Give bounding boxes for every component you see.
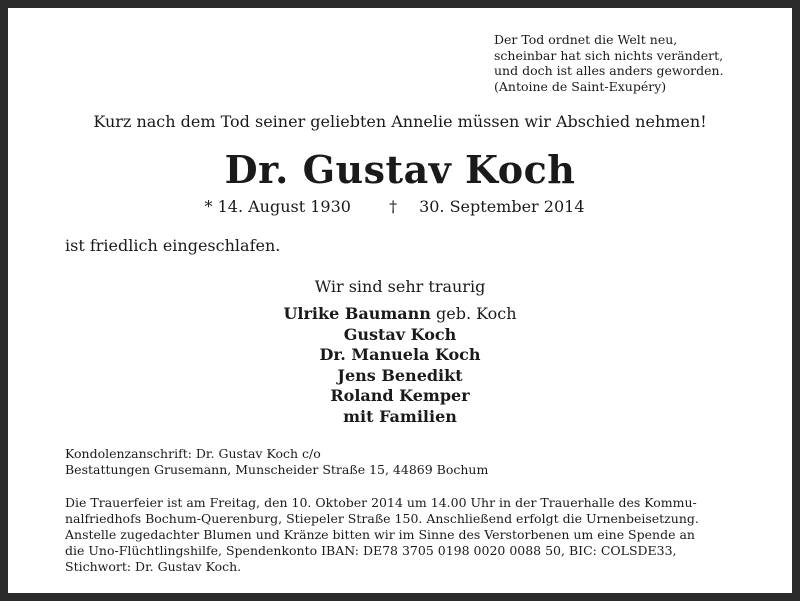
condolence-address <box>65 446 488 478</box>
quote-line: und doch ist alles anders geworden. <box>494 63 724 78</box>
life-dates <box>8 197 792 216</box>
epigraph-quote <box>494 32 754 94</box>
service-line: die Uno-Flüchtlingshilfe, Spendenkonto IBAN: DE78 3705 0198 0020 0088 50, BIC: COLSDE33, <box>65 543 677 558</box>
service-line: Anstelle zugedachter Blumen und Kränze bitten wir im Sinne des Verstorbenen um eine Spende an <box>65 527 695 542</box>
service-line: nalfriedhofs Bochum-Querenburg, Stiepeler Straße 150. Anschließend erfolgt die Urnenbeisetzung. <box>65 511 699 526</box>
service-line: Die Trauerfeier ist am Freitag, den 10. Oktober 2014 um 14.00 Uhr in der Trauerhalle des Kommu- <box>65 495 697 510</box>
passing-statement: ist friedlich eingeschlafen. <box>65 236 281 255</box>
death-date: 30. September 2014 <box>419 197 585 216</box>
mourner-entry <box>8 407 792 428</box>
mourner-name: Roland Kemper <box>330 386 470 405</box>
mourning-statement: Wir sind sehr traurig <box>314 277 486 296</box>
condolence-line: Kondolenzanschrift: Dr. Gustav Koch c/o <box>65 446 321 461</box>
funeral-service-info <box>65 495 745 575</box>
deceased-name: Dr. Gustav Koch <box>224 147 576 192</box>
mourner-entry <box>8 366 792 387</box>
mourner-name: Dr. Manuela Koch <box>319 345 481 364</box>
mourners-list <box>8 304 792 427</box>
quote-line: scheinbar hat sich nichts verändert, <box>494 47 724 63</box>
intro-text: Kurz nach dem Tod seiner geliebten Annelie müssen wir Abschied nehmen! <box>93 112 707 131</box>
quote-line: Der Tod ordnet die Welt neu, <box>494 32 678 47</box>
death-date-group <box>378 197 595 216</box>
mourner-entry <box>8 386 792 407</box>
mourner-entry <box>8 304 792 325</box>
mourner-name: Jens Benedikt <box>337 365 463 385</box>
mourner-maiden-name: geb. Koch <box>430 304 517 323</box>
mourner-entry <box>8 345 792 366</box>
mourner-families: mit Familien <box>343 406 457 426</box>
mourner-name: Ulrike Baumann <box>283 304 431 323</box>
service-line: Stichwort: Dr. Gustav Koch. <box>65 559 242 574</box>
mourner-name: Gustav Koch <box>343 324 457 344</box>
mourner-entry <box>8 325 792 346</box>
cross-icon: † <box>389 197 398 216</box>
quote-attribution: (Antoine de Saint-Exupéry) <box>494 78 667 94</box>
birth-date: * 14. August 1930 <box>204 197 351 216</box>
condolence-line: Bestattungen Grusemann, Munscheider Straße 15, 44869 Bochum <box>65 462 489 477</box>
